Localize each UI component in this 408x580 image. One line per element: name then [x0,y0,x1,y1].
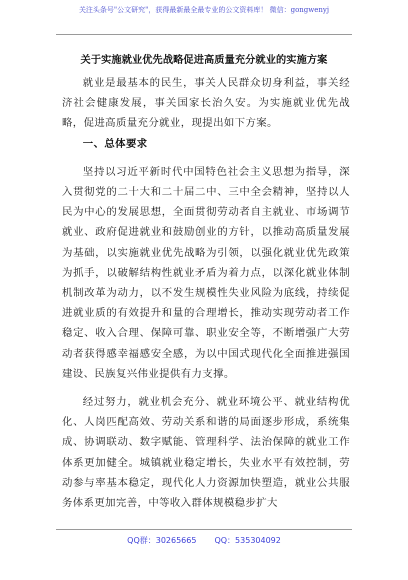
document-body [62,73,350,513]
document-title: 关于实施就业优先战略促进高质量充分就业的实施方案 [80,54,328,66]
intro-paragraph: 就业是最基本的民生，事关人民群众切身利益，事关经济社会健康发展，事关国家长治久安。为实施就业优先战略，促进高质量充分就业，现提出如下方案。 [62,77,350,130]
section-heading-general-requirements: 一、总体要求 [82,137,148,150]
footer-qq: QQ：535304092 [214,536,281,545]
header-note: 关注头条号"公文研究"，获得最新最全最专业的公文资料库！ 微信：gongwenyj [78,6,330,14]
header-divider [56,34,352,35]
footer-contact [0,535,408,546]
footer-divider [56,529,352,530]
body-paragraph-guiding-principles: 坚持以习近平新时代中国特色社会主义思想为指导，深入贯彻党的二十大和二十届二中、三中全会精神，坚持以人民为中心的发展思想，全面贯彻劳动者自主就业、市场调节就业、政府促进就业和鼓励创业的方针，以推动高质量发展为基础，以实施就业优先战略为引领，以强化就业优先政策为抓手，以破解结构性就业矛盾为着力点，以深化就业体制机制改革为动力，以不发生规模性失业风险为底线，持续促进就业质的有效提升和量的合理增长，推动实现劳动者工作稳定、收入合理、保障可靠、职业安全等，不断增强广大劳动者获得感幸福感安全感，为以中国式现代化全面推进强国建设、民族复兴伟业提供有力支撑。 [62,165,350,380]
footer-qq-group: QQ群：30265665 [127,536,197,545]
body-paragraph-goals: 经过努力，就业机会充分、就业环境公平、就业结构优化、人岗匹配高效、劳动关系和谐的局面逐步形成，系统集成、协调联动、数字赋能、管理科学、法治保障的就业工作体系更加健全。城镇就业稳定增长，失业水平有效控制，劳动参与率基本稳定，现代化人力资源加快塑造，就业公共服务体系更加完善，中等收入群体规模稳步扩大 [62,396,350,510]
